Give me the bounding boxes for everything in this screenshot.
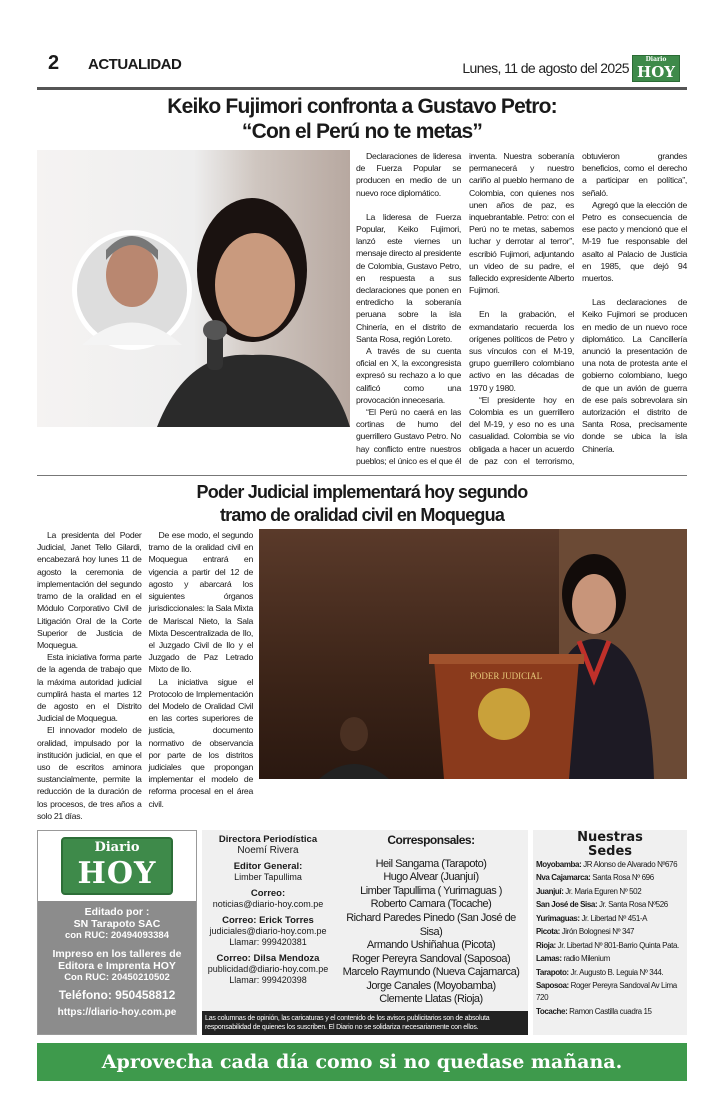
page-header xyxy=(37,50,687,84)
paragraph: “El Perú no caerá en las cortinas de humo del guerrillero Gustavo Petro. No hay conflicto entre nuestros pueblos; el único es el que él inventa. Nuestra soberanía permanecerá y nuestro cariño al pueblo hermano de Colombia, con quienes nos unen años de paz, es inquebrantable. Petro: con el Perú no te metas, sabemos luchar y derrotar al terror”, escribió Fujimori, adjuntando un video de su padre, el fallecido expresidente Alberto Fujimori. xyxy=(356,151,574,466)
sede-city: Moyobamba: xyxy=(536,859,582,869)
podium-text: PODER JUDICIAL xyxy=(469,671,543,682)
sede-city: Lamas: xyxy=(536,954,562,964)
sede-row xyxy=(536,926,684,938)
correspondents-list xyxy=(336,834,526,1007)
section-title: ACTUALIDAD xyxy=(88,56,182,73)
sede-row xyxy=(536,940,684,952)
sede-city: San José de Sisa: xyxy=(536,900,598,910)
sede-address: Jr. Augusto B. Leguia Nº 344. xyxy=(568,967,664,977)
article1-body xyxy=(356,150,687,467)
staff-list xyxy=(204,834,332,1007)
paragraph: Agregó que la elección de Petro es consecuencia de ese pacto y mencionó que el M-19 fue responsable del asalto al Palacio de Justicia en 1985, que dejó 94 muertos. xyxy=(582,199,687,284)
issue-date: Lunes, 11 de agosto del 2025 xyxy=(462,60,629,76)
sedes-title-line: Sedes xyxy=(587,843,633,859)
sede-city: Tarapoto: xyxy=(536,967,569,977)
sede-city: Nva Cajamarca: xyxy=(536,873,591,883)
correspondent: Armando Ushiñahua (Picota) xyxy=(366,939,496,952)
paragraph: La presidenta del Poder Judicial, Janet Tello Gilardi, encabezará hoy lunes 11 de agosto la ceremonia de implementación del segundo tramo de la oralidad en el Módulo Corporativo Civil de Litigación Oral de la Corte Superior de Justicia de Moquegua. xyxy=(37,530,142,650)
slogan-banner: Aprovecha cada día como si no quedase mañana. xyxy=(37,1043,687,1081)
paragraph: A través de su cuenta oficial en X, la excongresista expresó su rechazo a lo que calificó como una provocación innecesaria. xyxy=(356,346,461,405)
sede-address: Jr. Santa Rosa Nº526 xyxy=(597,900,668,910)
sede-address: Ramon Castilla cuadra 15 xyxy=(567,1006,652,1016)
headline-line: Keiko Fujimori confronta a Gustavo Petro: xyxy=(167,95,557,118)
article2-photo xyxy=(259,529,687,779)
article2 xyxy=(37,529,687,822)
email-link[interactable]: judiciales@diario-hoy.com.pe xyxy=(209,925,327,936)
article1 xyxy=(37,150,687,467)
footer-boxes xyxy=(37,830,687,1035)
headline-line: Poder Judicial implementará hoy segundo xyxy=(196,482,528,503)
disclaimer: Las columnas de opinión, las caricaturas y el contenido de los avisos publicitarios son de absoluta responsabilidad de quienes los suscriben. El Diario no se solidariza necesariamente con ellos. xyxy=(202,1011,528,1035)
paragraph: Las declaraciones de Keiko Fujimori se producen en medio de un nuevo roce diplomático. La Cancillería anunció la presentación de una nota de protesta ante el gobierno colombiano, luego de que un avión de guerra de ese país sobrevolara sin autorización el distrito de Santa Rosa, precisamente donde se ubica la isla Chinería. xyxy=(582,297,687,454)
article1-photo xyxy=(37,150,350,427)
website-link[interactable]: https://diario-hoy.com.pe xyxy=(57,1006,177,1018)
sede-address: Jr. Maria Eguren Nº 502 xyxy=(563,886,642,896)
correspondent: Clemente Llatas (Rioja) xyxy=(379,993,483,1006)
printed-line: Editora e Imprenta HOY xyxy=(58,959,176,972)
sede-row xyxy=(536,953,684,965)
sede-address: Jr. Libertad Nº 451-A xyxy=(579,913,648,923)
correspondent: Heil Sangama (Tarapoto) xyxy=(375,857,487,870)
correspondent: Hugo Alvear (Juanjuí) xyxy=(383,871,479,884)
newspaper-page xyxy=(37,0,687,1101)
mail2-label: Correo: Erick Torres xyxy=(222,914,314,926)
sedes-title xyxy=(536,831,684,859)
sede-city: Yurimaguas: xyxy=(536,913,580,923)
sede-row xyxy=(536,1006,684,1018)
paragraph: La iniciativa sigue el Protocolo de Implementación del Modelo de Oralidad Civil en las cortes superiores de justicia, documento normativo de observancia por parte de los distritos judiciales que propongan implementar el modelo de reforma procesal en el área civil. xyxy=(148,676,253,809)
sede-city: Tocache: xyxy=(536,1006,568,1016)
paragraph: La lideresa de Fuerza Popular, Keiko Fujimori, lanzó este viernes un mensaje directo al presidente de Colombia, Gustavo Petro, en respuesta a sus declaraciones que ponen en entredicho la soberanía peruana sobre la isla Chinería, en el distrito de Santa Rosa, región Loreto. xyxy=(356,211,461,344)
page-number: 2 xyxy=(48,52,60,74)
paragraph: “El presidente hoy en Colombia es un guerrillero del M-19, y eso no es una casualidad. Colombia se vio obligada a hacer un acuerdo de paz con el terrorismo, obtuvieron grandes beneficios, como el derecho a participar en política”, señaló. xyxy=(469,151,687,466)
logo-main: HOY xyxy=(77,855,157,891)
sede-city: Saposoa: xyxy=(536,981,569,991)
article-divider xyxy=(37,475,687,476)
phone: Teléfono: 950458812 xyxy=(58,987,176,1002)
header-logo xyxy=(632,55,680,82)
headline-line: tramo de oralidad civil en Moquegua xyxy=(219,505,505,526)
correspondents-title: Corresponsales: xyxy=(387,832,475,847)
paragraph: De ese modo, el segundo tramo de la oralidad civil en Moquegua entrará en vigencia a partir del 12 de agosto y abarcará los siguientes órganos jurisdiccionales: la Sala Mixta de Mariscal Nieto, la Sala Mixta Descentralizada de Ilo, el Juzgado Civil de Ilo y el Juzgado de Paz Letrado Mixto de Ilo. xyxy=(148,530,253,675)
article2-body xyxy=(37,529,253,822)
paragraph: Esta iniciativa forma parte de la agenda de trabajo que la máxima autoridad judicial cumplirá hasta el martes 12 de agosto en el Distrito Judicial de Moquegua. xyxy=(37,652,142,724)
editor-label: Editor General: xyxy=(233,860,303,872)
correspondent: Marcelo Raymundo (Nueva Cajamarca) xyxy=(342,966,520,979)
correspondent: Roger Pereyra Sandoval (Saposoa) xyxy=(351,952,511,965)
sede-address: Jr. Libertad Nº 801-Barrio Quinta Pata. xyxy=(555,940,679,950)
logo-top: Diario xyxy=(645,56,667,63)
director: Noemí Rivera xyxy=(237,844,299,856)
sedes-title-line: Nuestras xyxy=(577,829,643,845)
director-label: Directora Periodística xyxy=(218,833,318,845)
printed-line: Impreso en los talleres de xyxy=(52,947,182,960)
article1-headline xyxy=(37,94,687,144)
printed-ruc: Con RUC: 20450210502 xyxy=(64,971,170,983)
correspondent: Richard Paredes Pinedo (San José de Sisa) xyxy=(346,911,516,938)
mail3-label: Correo: Dilsa Mendoza xyxy=(216,952,320,964)
paragraph: En la grabación, el exmandatario recuerda los orígenes políticos de Petro y sus vínculos con el M-19, grupo guerrillero colombiano activo en las décadas de 1970 y 1980. xyxy=(469,309,574,393)
sede-address: Roger Pereyra Sandoval Av Lima 720 xyxy=(536,981,677,1003)
sedes-list xyxy=(536,859,684,1018)
edited-ruc: con RUC: 20494093384 xyxy=(64,929,170,941)
staff-box xyxy=(202,830,528,1035)
correspondent: Roberto Camara (Tocache) xyxy=(370,898,492,911)
diario-hoy-logo xyxy=(61,837,173,895)
correspondent: Limber Tapullima ( Yurimaguas ) xyxy=(360,884,502,897)
article2-headline xyxy=(37,481,687,527)
sede-city: Rioja: xyxy=(536,940,556,950)
sede-address: radio Milenium xyxy=(561,954,610,964)
correspondent: Jorge Canales (Moyobamba) xyxy=(366,979,496,992)
logo-main: HOY xyxy=(637,63,675,81)
phone: Llamar: 999420381 xyxy=(229,936,307,947)
masthead-box xyxy=(37,830,197,1035)
sede-row xyxy=(536,872,684,884)
header-rule xyxy=(37,87,687,90)
email-link[interactable]: publicidad@diario-hoy.com.pe xyxy=(207,963,329,974)
sede-row xyxy=(536,886,684,898)
sede-address: Jirón Bolognesi Nº 347 xyxy=(559,927,635,937)
sede-row xyxy=(536,980,684,1004)
email-link[interactable]: noticias@diario-hoy.com.pe xyxy=(212,898,324,909)
edited-by: SN Tarapoto SAC xyxy=(73,917,161,930)
sede-address: JR Alonso de Alvarado Nº676 xyxy=(581,859,678,869)
sedes-box xyxy=(533,830,687,1035)
sede-city: Juanjuí: xyxy=(536,886,564,896)
sede-city: Picota: xyxy=(536,927,560,937)
edited-by-label: Editado por : xyxy=(84,905,150,918)
mail-label: Correo: xyxy=(250,887,286,899)
sede-address: Santa Rosa Nº 696 xyxy=(590,873,654,883)
logo-top: Diario xyxy=(94,839,140,855)
sede-row xyxy=(536,913,684,925)
sede-row xyxy=(536,967,684,979)
paragraph: Declaraciones de lideresa de Fuerza Popular se producen en medio de un nuevo roce diplomático. xyxy=(356,151,461,198)
headline-line: “Con el Perú no te metas” xyxy=(241,120,483,143)
editor: Limber Tapullima xyxy=(234,871,302,882)
sede-row xyxy=(536,859,684,871)
sede-row xyxy=(536,899,684,911)
phone: Llamar: 999420398 xyxy=(229,974,307,985)
paragraph: El innovador modelo de oralidad, impulsado por la institución judicial, en que el uso de escritos aminora sustancialmente, permite la reducción de la duración de los procesos, de tres años a solo 21 días. xyxy=(37,725,142,821)
